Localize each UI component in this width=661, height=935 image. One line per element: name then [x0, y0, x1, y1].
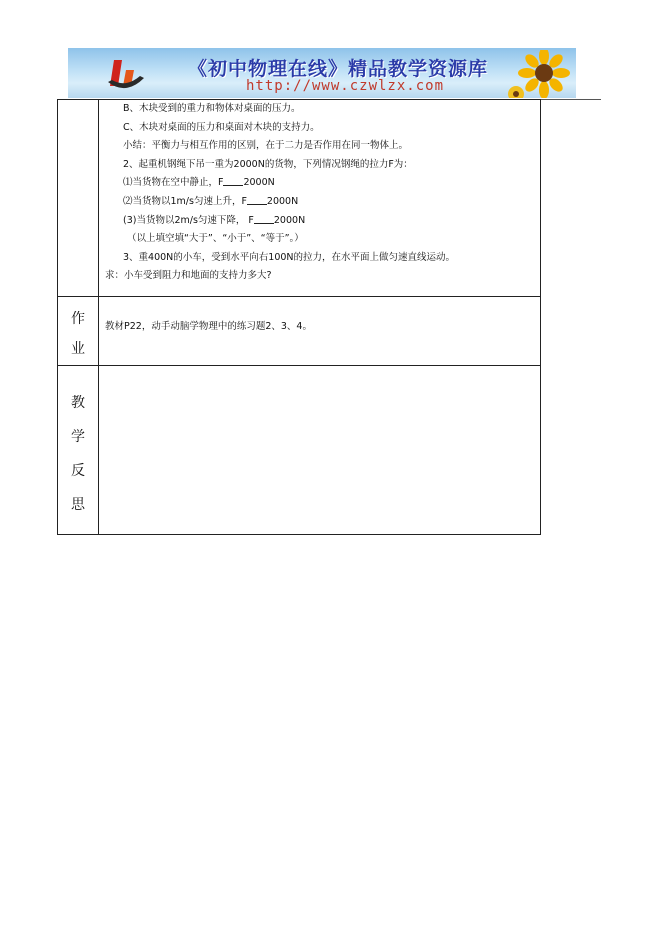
- answer-blank: [223, 175, 243, 186]
- fill-line: ⑴当货物在空中静止，F 2000N: [123, 177, 275, 189]
- reflection-label: 教 学 反 思: [71, 395, 85, 513]
- top-rule: [541, 99, 601, 100]
- fill-line: (3)当货物以2m/s匀速下降， F 2000N: [123, 214, 306, 226]
- homework-text: 教材P22，动手动脑学物理中的练习题2、3、4。: [105, 321, 312, 332]
- fill-line: ⑵当货物以1m/s匀速上升，F 2000N: [123, 195, 299, 207]
- text-line: C、木块对桌面的压力和桌面对木块的支持力。: [123, 121, 320, 133]
- banner-url[interactable]: http://www.czwlzx.com: [246, 78, 445, 94]
- column-divider: [98, 100, 99, 534]
- sunflower-icon: [508, 50, 572, 98]
- answer-blank: [254, 213, 274, 224]
- text-line: 2、起重机钢绳下吊一重为2000N的货物，下列情况钢绳的拉力F为：: [123, 158, 413, 170]
- header-banner: [68, 48, 576, 98]
- answer-blank: [247, 194, 267, 205]
- lesson-table: [57, 99, 541, 535]
- text-line: 小结：平衡力与相互作用的区别，在于二力是否作用在同一物体上。: [123, 140, 409, 152]
- row-divider: [58, 296, 540, 297]
- row-divider: [58, 365, 540, 366]
- banner-title: 《初中物理在线》精品教学资源库: [188, 58, 489, 80]
- logo-icon: [106, 56, 146, 92]
- text-line: 求：小车受到阻力和地面的支持力多大?: [105, 270, 272, 282]
- homework-label: 作 业: [71, 311, 85, 357]
- exercise-content: [105, 100, 535, 286]
- text-line: 3、重400N的小车，受到水平向右100N的拉力，在水平面上做匀速直线运动。: [123, 251, 456, 263]
- text-line: B、木块受到的重力和物体对桌面的压力。: [123, 103, 301, 114]
- text-line: （以上填空填“大于”、“小于”、“等于”。）: [127, 233, 304, 245]
